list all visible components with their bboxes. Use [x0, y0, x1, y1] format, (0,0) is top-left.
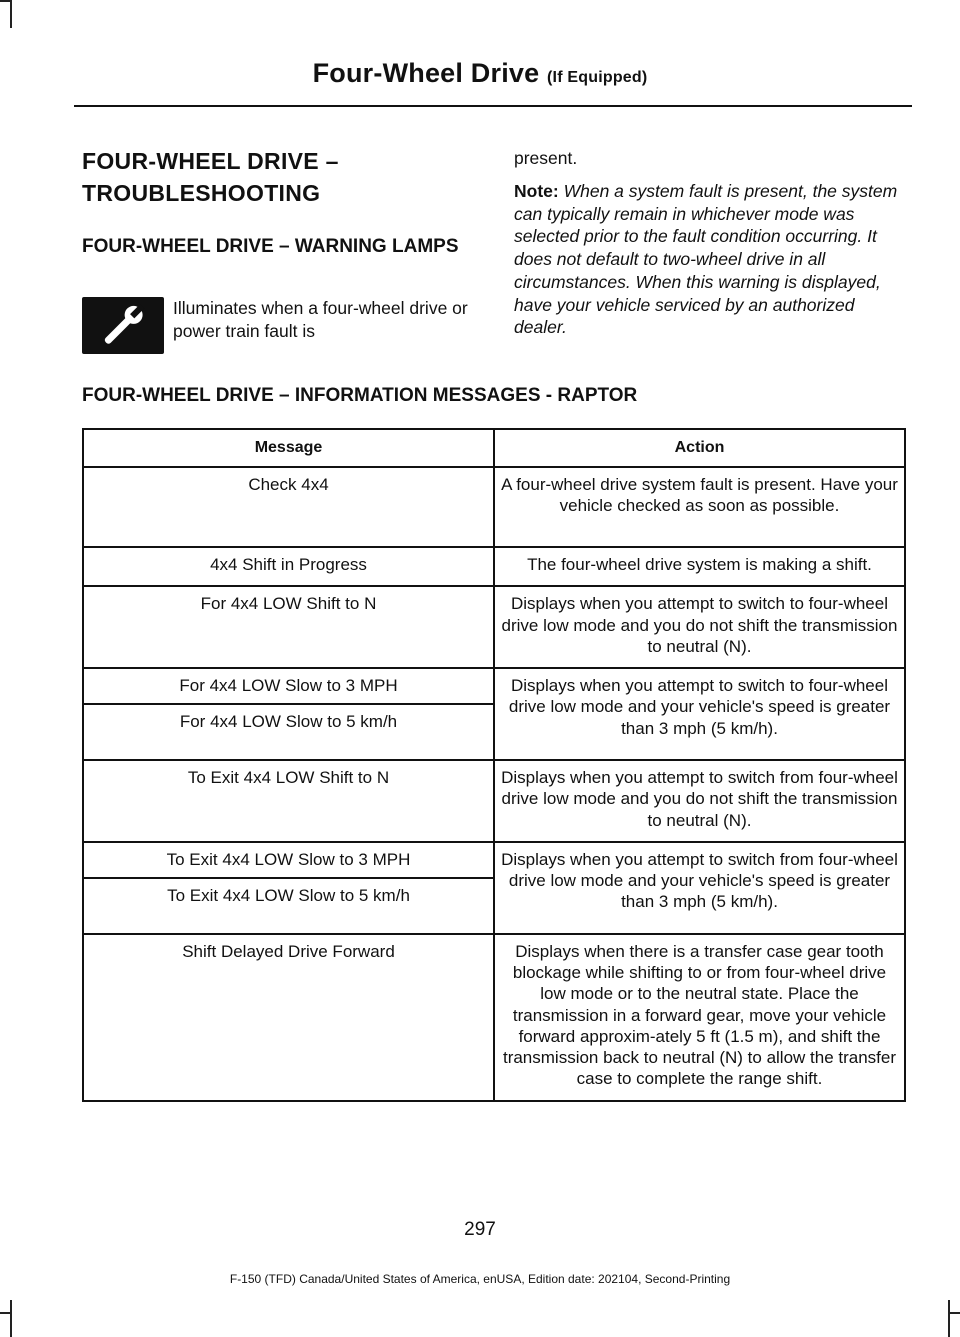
action-cell: Displays when you attempt to switch to four-wheel drive low mode and your vehicle's speed is greater than 3 mph (5 km/h).	[494, 668, 905, 760]
crop-mark	[10, 1300, 12, 1337]
page-footer: F-150 (TFD) Canada/United States of America, enUSA, Edition date: 202104, Second-Printing	[229, 1272, 731, 1286]
message-cell: Shift Delayed Drive Forward	[83, 934, 494, 1101]
crop-mark	[948, 1312, 960, 1314]
messages-heading: FOUR-WHEEL DRIVE – INFORMATION MESSAGES - RAPTOR	[82, 385, 638, 406]
crop-mark	[0, 0, 10, 2]
table-row	[83, 467, 905, 547]
note-label: Note:	[514, 180, 559, 201]
header-divider	[74, 105, 912, 107]
column-header-message: Message	[83, 429, 494, 467]
message-cell: Check 4x4	[83, 467, 494, 547]
action-cell: Displays when you attempt to switch to four-wheel drive low mode and you do not shift the transmission to neutral (N).	[494, 586, 905, 668]
crop-mark	[948, 1300, 950, 1337]
section-title-line2: TROUBLESHOOTING	[82, 180, 321, 206]
table-row	[83, 547, 905, 586]
message-cell: 4x4 Shift in Progress	[83, 547, 494, 586]
crop-mark	[0, 1312, 12, 1314]
section-title-line1: FOUR-WHEEL DRIVE –	[82, 148, 339, 174]
message-cell: For 4x4 LOW Slow to 5 km/h	[83, 704, 494, 760]
crop-mark	[10, 0, 12, 28]
warning-lamp-continuation: present.	[514, 148, 578, 168]
warning-lamps-heading: FOUR-WHEEL DRIVE – WARNING LAMPS	[82, 236, 459, 257]
table-row	[83, 842, 905, 878]
column-header-action: Action	[494, 429, 905, 467]
table-header-row	[83, 429, 905, 467]
right-column	[514, 147, 909, 349]
action-cell: A four-wheel drive system fault is present. Have your vehicle checked as soon as possible.	[494, 467, 905, 547]
page-header	[0, 58, 960, 89]
message-cell: For 4x4 LOW Shift to N	[83, 586, 494, 668]
table-row	[83, 668, 905, 704]
header-subtitle: (If Equipped)	[547, 69, 648, 86]
action-cell: Displays when you attempt to switch from four-wheel drive low mode and your vehicle's speed is greater than 3 mph (5 km/h).	[494, 842, 905, 934]
warning-lamp-description: Illuminates when a four-wheel drive or power train fault is	[173, 298, 468, 341]
note-paragraph	[514, 180, 909, 339]
messages-table	[82, 428, 906, 1102]
message-cell: To Exit 4x4 LOW Shift to N	[83, 760, 494, 842]
table-row	[83, 934, 905, 1101]
table-row	[83, 586, 905, 668]
note-text: When a system fault is present, the system can typically remain in whichever mode was selected prior to the fault condition occurring. It does not default to two-wheel drive in all circumstances. When this warning is displayed, have your vehicle serviced by an authorized dealer.	[514, 180, 898, 338]
message-cell: For 4x4 LOW Slow to 3 MPH	[83, 668, 494, 704]
header-title: Four-Wheel Drive	[312, 58, 540, 88]
table-row	[83, 760, 905, 842]
action-cell: Displays when there is a transfer case gear tooth blockage while shifting to or from four-wheel drive low mode or to the neutral state. Place the transmission in a forward gear, move your vehicle forward approxim-ately 5 ft (1.5 m), and shift the transmission back to neutral (N) to allow the transfer case to complete the range shift.	[494, 934, 905, 1101]
message-cell: To Exit 4x4 LOW Slow to 5 km/h	[83, 878, 494, 934]
page-number: 297	[464, 1219, 496, 1240]
wrench-icon	[82, 297, 164, 354]
action-cell: Displays when you attempt to switch from four-wheel drive low mode and you do not shift the transmission to neutral (N).	[494, 760, 905, 842]
action-cell: The four-wheel drive system is making a shift.	[494, 547, 905, 586]
message-cell: To Exit 4x4 LOW Slow to 3 MPH	[83, 842, 494, 878]
